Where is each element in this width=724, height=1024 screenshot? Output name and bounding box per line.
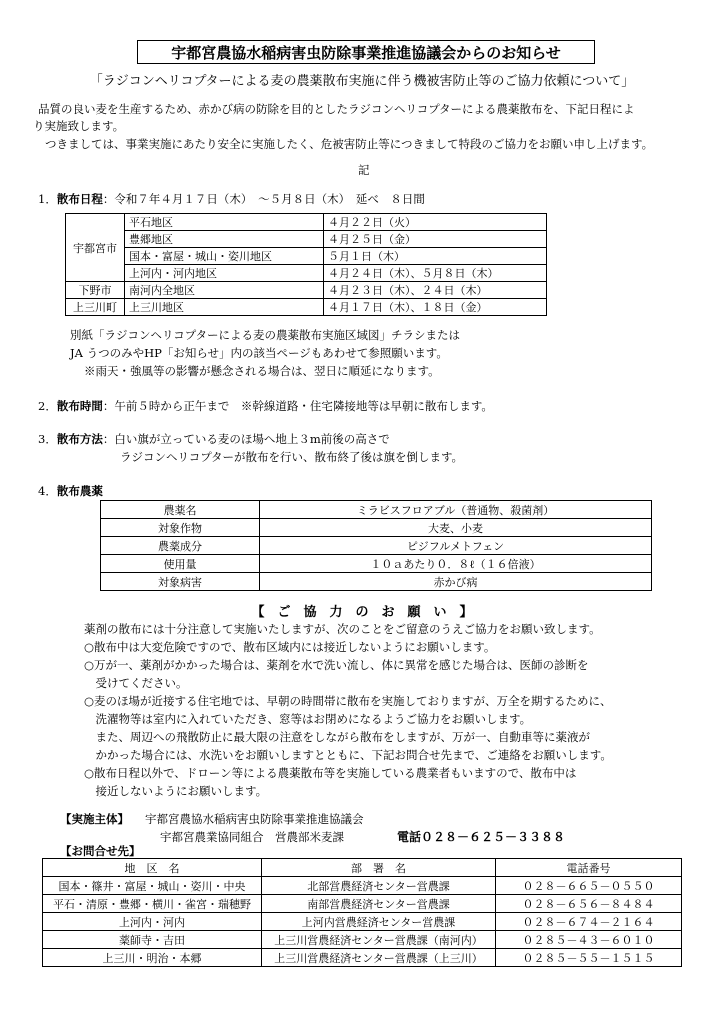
notice-title: 宇都宮農協水稲病害虫防除事業推進協議会からのお知らせ [137, 40, 595, 64]
note-line-1: 別紙「ラジコンヘリコプターによる麦の農薬散布実施区域図」チラシまたは [70, 328, 460, 342]
section-4 [38, 483, 103, 499]
impl-org: 宇都宮農協水稲病害虫防除事業推進協議会 [145, 812, 364, 826]
request-line: ○散布中は大変危険ですので、散布区域内には接近しないようにお願いします。 [84, 640, 496, 654]
schedule-area: 平石地区 [125, 214, 324, 231]
note-line-2: JA うつのみやHP「お知らせ」内の該当ページもあわせて参照願います。 [70, 346, 448, 360]
table-header-row [43, 859, 682, 877]
schedule-city: 上三川町 [66, 299, 125, 316]
table-row [43, 913, 682, 931]
section-2-label: 散布時間 [56, 399, 103, 413]
intro-line-1: 品質の良い麦を生産するため、赤かび病の防除を目的としたラジコンヘリコプターによる農薬散布を、下記日程によ [38, 102, 635, 116]
schedule-city: 下野市 [66, 282, 125, 299]
contact-dept: 南部営農経済センター営農課 [262, 895, 496, 913]
table-row [43, 877, 682, 895]
section-3-num: 3． [38, 432, 57, 446]
request-line: 受けてください。 [84, 676, 188, 690]
contact-tel: ０２８５－５５－１５１５ [496, 949, 682, 967]
pesticide-key: 使用量 [101, 555, 260, 573]
section-3-text: ：白い旗が立っている麦のほ場へ地上３m前後の高さで [102, 432, 390, 446]
contact-area: 平石・清原・豊郷・横川・雀宮・瑞穂野 [43, 895, 262, 913]
table-row [66, 248, 547, 265]
section-3-text-2: ラジコンヘリコプターが散布を行い、散布終了後は旗を倒します。 [120, 450, 464, 464]
section-1 [38, 191, 425, 207]
contact-area: 上河内・河内 [43, 913, 262, 931]
table-row [66, 265, 547, 282]
section-2 [38, 398, 493, 414]
contact-tel: ０２８－６６５－０５５０ [496, 877, 682, 895]
contact-label: 【お問合せ先】 [60, 844, 141, 858]
header-area: 地 区 名 [43, 859, 262, 877]
contact-tel: ０２８－６７４－２１６４ [496, 913, 682, 931]
schedule-area: 豊郷地区 [125, 231, 324, 248]
contact-area: 国本・篠井・富屋・城山・姿川・中央 [43, 877, 262, 895]
schedule-date: ４月２５日（金） [324, 231, 547, 248]
ki-label: 記 [358, 163, 370, 177]
table-row [101, 537, 652, 555]
pesticide-key: 対象病害 [101, 573, 260, 591]
contact-table [42, 858, 682, 967]
request-line: ○散布日程以外で、ドローン等による農薬散布等を実施している農業者もいますので、散布中は [84, 766, 577, 780]
pesticide-value: ミラビスフロアブル（普通物、殺菌剤） [260, 501, 652, 519]
impl-tel: 電話０２８－６２５－３３８８ [397, 830, 566, 844]
schedule-date: ４月２２日（火） [324, 214, 547, 231]
table-row [66, 214, 547, 231]
section-2-text: ：午前５時から正午まで ※幹線道路・住宅隣接地等は早朝に散布します。 [102, 399, 493, 413]
schedule-date: ５月１日（木） [324, 248, 547, 265]
request-line: ○麦のほ場が近接する住宅地では、早朝の時間帯に散布を実施しておりますが、万全を期するために、 [84, 694, 612, 708]
table-row [43, 931, 682, 949]
contact-dept: 上河内営農経済センター営農課 [262, 913, 496, 931]
section-4-num: 4． [38, 484, 57, 498]
schedule-date: ４月２４日（木）、５月８日（木） [324, 265, 547, 282]
contact-dept: 上三川営農経済センター営農課（南河内） [262, 931, 496, 949]
schedule-city: 宇都宮市 [66, 214, 125, 282]
contact-tel: ０２８－６５６－８４８４ [496, 895, 682, 913]
pesticide-value: ピジフルメトフェン [260, 537, 652, 555]
section-3-label: 散布方法 [56, 432, 103, 446]
request-line: 接近しないようにお願いします。 [84, 784, 268, 798]
section-4-label: 散布農薬 [56, 484, 103, 498]
request-line: かかった場合には、水洗いをお願いしますとともに、下記お問合せ先まで、ご連絡をお願いします。 [84, 748, 612, 762]
pesticide-value: 赤かび病 [260, 573, 652, 591]
request-list [84, 620, 612, 800]
section-1-label: 散布日程 [56, 192, 103, 206]
header-tel: 電話番号 [496, 859, 682, 877]
pesticide-table [100, 500, 652, 591]
schedule-area: 上三川地区 [125, 299, 324, 316]
pesticide-key: 農薬名 [101, 501, 260, 519]
schedule-area: 南河内全地区 [125, 282, 324, 299]
table-row [101, 501, 652, 519]
contact-dept: 上三川営農経済センター営農課（上三川） [262, 949, 496, 967]
intro-line-2: り実施致します。 [33, 119, 125, 133]
section-2-num: 2． [38, 399, 57, 413]
table-row [66, 282, 547, 299]
header-dept: 部 署 名 [262, 859, 496, 877]
pesticide-value: １０ａあたり０．８ℓ（１６倍液） [260, 555, 652, 573]
table-row [101, 555, 652, 573]
request-line: ○万が一、薬剤がかかった場合は、薬剤を水で洗い流し、体に異常を感じた場合は、医師の診断を [84, 658, 589, 672]
note-line-3: ※雨天・強風等の影響が懸念される場合は、翌日に順延になります。 [84, 364, 440, 378]
table-row [66, 231, 547, 248]
schedule-date: ４月２３日（木）、２４日（木） [324, 282, 547, 299]
table-row [43, 949, 682, 967]
pesticide-value: 大麦、小麦 [260, 519, 652, 537]
schedule-area: 国本・富屋・城山・姿川地区 [125, 248, 324, 265]
request-title: 【 ご 協 力 の お 願 い 】 [251, 605, 473, 620]
pesticide-key: 対象作物 [101, 519, 260, 537]
schedule-date: ４月１７日（木）、１８日（金） [324, 299, 547, 316]
schedule-table [65, 213, 547, 316]
contact-area: 薬師寺・吉田 [43, 931, 262, 949]
request-line: 洗濯物等は室内に入れていただき、窓等はお閉めになるようご協力をお願いします。 [84, 712, 532, 726]
contact-dept: 北部営農経済センター営農課 [262, 877, 496, 895]
schedule-area: 上河内・河内地区 [125, 265, 324, 282]
table-row [43, 895, 682, 913]
table-row [101, 519, 652, 537]
notice-subtitle: 「ラジコンヘリコプターによる麦の農薬散布実施に伴う機被害防止等のご協力依頼について」 [89, 74, 635, 89]
table-row [101, 573, 652, 591]
section-1-num: 1． [38, 192, 57, 206]
impl-org-2: 宇都宮農業協同組合 営農部米麦課 [160, 830, 344, 844]
pesticide-key: 農薬成分 [101, 537, 260, 555]
request-line: 薬剤の散布には十分注意して実施いたしますが、次のことをご留意のうえご協力をお願い致します。 [84, 622, 601, 636]
intro-line-3: つきましては、事業実施にあたり安全に実施したく、危被害防止等につきまして特段のご協力をお願い申し上げます。 [45, 137, 654, 151]
impl-label: 【実施主体】 [60, 812, 129, 826]
contact-tel: ０２８５－４３－６０１０ [496, 931, 682, 949]
request-line: また、周辺への飛散防止に最大限の注意をしながら散布をしますが、万が一、自動車等に薬液が [84, 730, 590, 744]
table-row [66, 299, 547, 316]
section-1-text: ：令和７年４月１７日（木） ～５月８日（木） 延べ ８日間 [102, 192, 425, 206]
contact-area: 上三川・明治・本郷 [43, 949, 262, 967]
section-3 [38, 431, 390, 447]
